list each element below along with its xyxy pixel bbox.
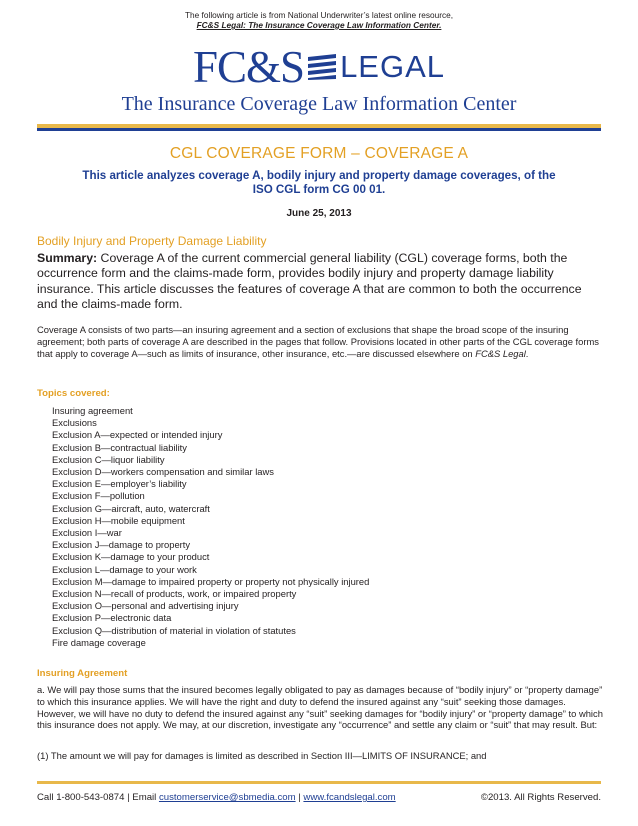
intro-line: The following article is from National Underwriter’s latest online resource, <box>184 10 454 20</box>
footer <box>37 792 601 803</box>
logo-mark: FC&S <box>192 42 305 92</box>
topic-item: Exclusion P—electronic data <box>52 612 172 624</box>
topic-item: Exclusion L—damage to your work <box>52 563 197 575</box>
topic-item: Exclusions <box>52 417 97 429</box>
coverage-a-text: Coverage A consists of two parts—an insuring agreement and a section of exclusions that shape the broad scope of the insuring agreement; both parts of coverage A are described in the pages that follow. Provisions located in other parts of the CGL coverage forms that apply to coverage A—such as limits of insurance, other insurance, etc.—are discussed elsewhere on <box>37 324 599 359</box>
topic-item: Exclusion J—damage to property <box>52 539 191 551</box>
insuring-paragraph-1: (1) The amount we will pay for damages is limited as described in Section III—LIMITS OF INSURANCE; and <box>37 750 487 761</box>
topics-list <box>52 405 369 649</box>
topic-item: Fire damage coverage <box>52 636 146 648</box>
footer-email-label: Email <box>132 792 159 803</box>
topic-item: Exclusion G—aircraft, auto, watercraft <box>52 502 210 514</box>
logo-tagline: The Insurance Coverage Law Information Center <box>121 93 517 115</box>
footer-rule-gold <box>37 781 601 784</box>
topics-heading: Topics covered: <box>37 388 110 399</box>
coverage-a-italic: FC&S Legal <box>475 347 526 359</box>
fcs-legal-logo <box>0 44 638 90</box>
footer-separator: | <box>295 792 304 803</box>
intro-note <box>0 10 638 30</box>
footer-website-link[interactable]: www.fcandslegal.com <box>303 792 396 803</box>
topic-item: Exclusion N—recall of products, work, or impaired property <box>52 588 297 600</box>
coverage-a-end: . <box>525 347 529 359</box>
article-subtitle: This article analyzes coverage A, bodily injury and property damage coverages, of the ISO CGL form CG 00 01. <box>82 169 556 196</box>
topic-item: Exclusion D—workers compensation and similar laws <box>52 466 274 478</box>
topic-item: Exclusion I—war <box>52 527 122 539</box>
topic-item: Insuring agreement <box>52 405 133 416</box>
footer-separator: | <box>124 792 133 803</box>
footer-contact <box>37 792 396 803</box>
topic-item: Exclusion E—employer’s liability <box>52 478 187 490</box>
logo-stripes-icon <box>308 54 336 80</box>
article-title: CGL COVERAGE FORM – COVERAGE A <box>169 145 469 162</box>
section-heading-bodily-injury: Bodily Injury and Property Damage Liability <box>37 234 267 248</box>
coverage-a-paragraph <box>37 324 603 359</box>
topic-item: Exclusion M—damage to impaired property or property not physically injured <box>52 575 370 587</box>
header-rule-blue <box>37 128 601 131</box>
topic-item: Exclusion C—liquor liability <box>52 453 165 465</box>
topic-item: Exclusion K—damage to your product <box>52 551 210 563</box>
logo-legal: LEGAL <box>340 49 446 84</box>
summary-text: Coverage A of the current commercial general liability (CGL) coverage forms, both the occurrence form and the claims-made form, provides bodily injury and property damage liability insurance. This article discusses the features of coverage A that are common to both the occurrence and the claims-made form. <box>37 251 582 312</box>
insuring-agreement-heading: Insuring Agreement <box>37 668 128 679</box>
topic-item: Exclusion F—pollution <box>52 490 145 502</box>
intro-resource-link[interactable]: FC&S Legal: The Insurance Coverage Law Information Center. <box>196 20 442 30</box>
insuring-paragraph-a: a. We will pay those sums that the insured becomes legally obligated to pay as damages because of “bodily injury” or “property damage” to which this insurance applies. We will have the right and duty to defend the insured against any “suit” seeking those damages. However, we will have no duty to defend the insured against any “suit” seeking damages for “bodily injury” or “property damage” to which this insurance does not apply. We may, at our discretion, investigate any “occurrence” and settle any claim or “suit” that may result. But: <box>37 684 603 731</box>
summary-label: Summary: <box>37 251 98 265</box>
article-date: June 25, 2013 <box>286 208 352 219</box>
footer-phone: Call 1-800-543-0874 <box>37 792 125 803</box>
topic-item: Exclusion O—personal and advertising injury <box>52 600 239 612</box>
topic-item: Exclusion H—mobile equipment <box>52 514 185 526</box>
topic-item: Exclusion Q—distribution of material in violation of statutes <box>52 624 296 636</box>
topic-item: Exclusion B—contractual liability <box>52 441 187 453</box>
footer-email-link[interactable]: customerservice@sbmedia.com <box>158 792 296 803</box>
topic-item: Exclusion A—expected or intended injury <box>52 429 223 441</box>
footer-copyright: ©2013. All Rights Reserved. <box>480 792 601 803</box>
summary-paragraph <box>37 251 603 313</box>
